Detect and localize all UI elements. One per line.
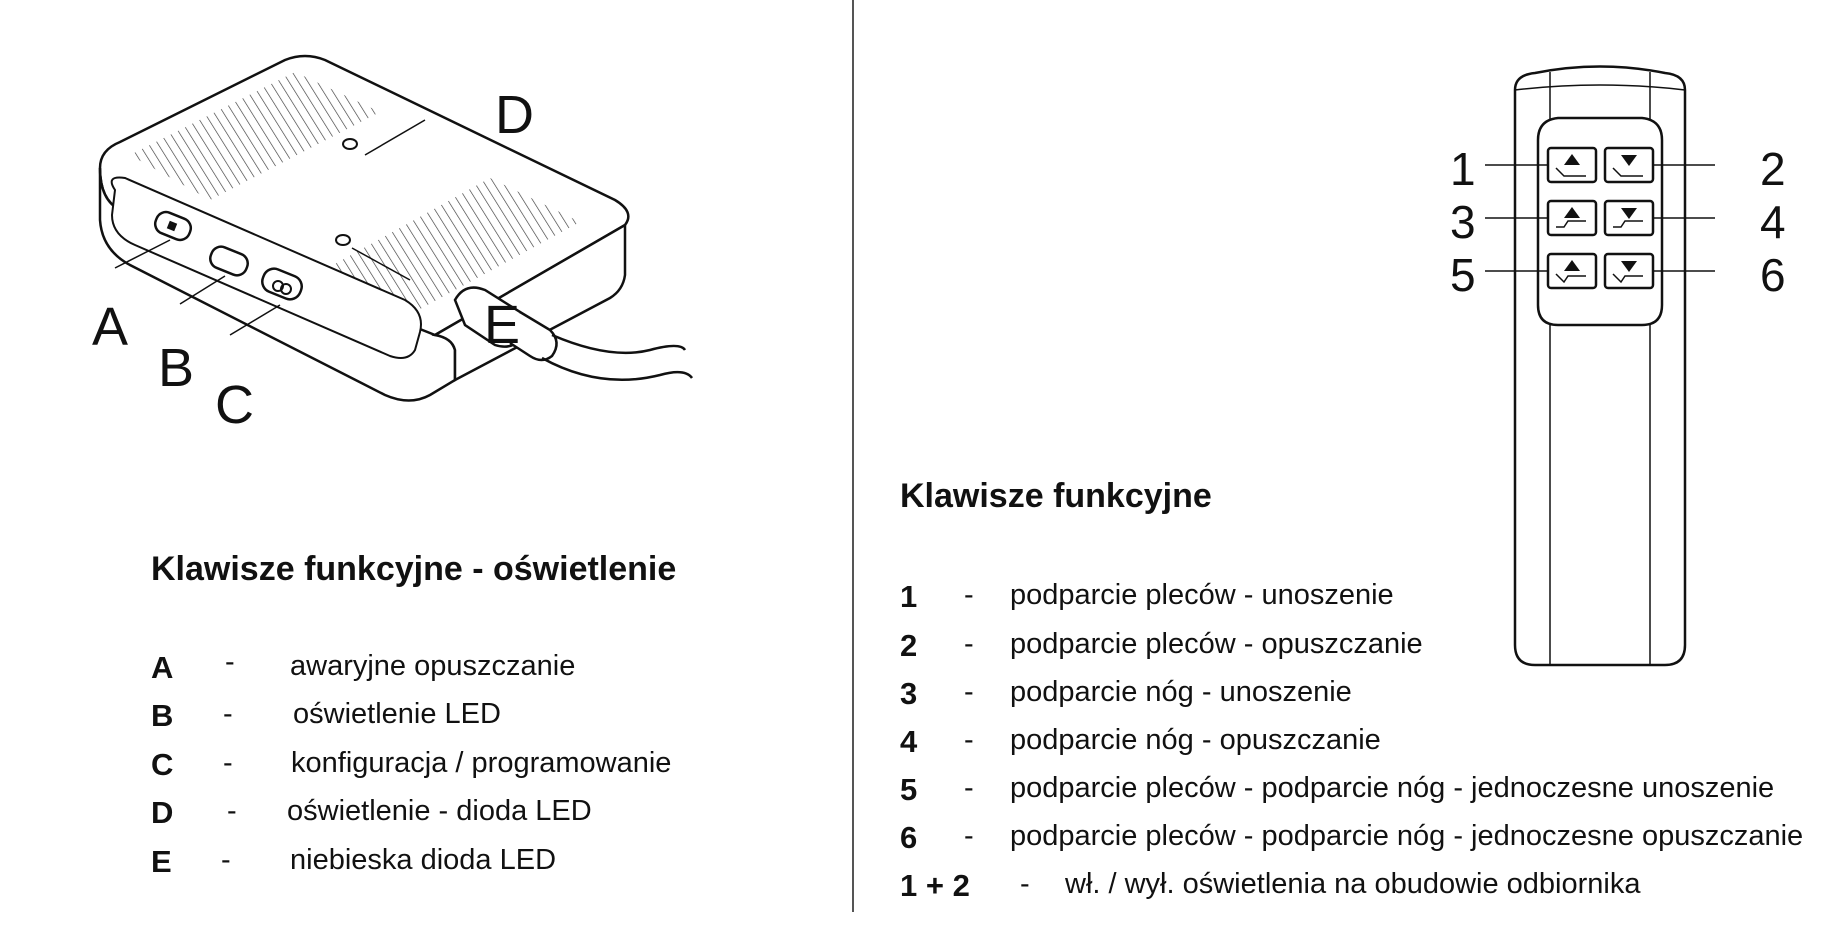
function-desc: podparcie pleców - opuszczanie: [1010, 628, 1423, 660]
function-key: 5: [900, 772, 918, 807]
callout-a-label: A: [92, 297, 129, 357]
right-heading: Klawisze funkcyjne: [900, 477, 1212, 515]
callout-b-label: B: [158, 338, 195, 398]
function-dash: -: [964, 724, 974, 756]
function-desc: podparcie nóg - unoszenie: [1010, 676, 1352, 708]
remote-label-1: 1: [1450, 143, 1476, 195]
legend-dash: -: [223, 747, 233, 779]
function-key: 3: [900, 676, 918, 711]
function-dash: -: [964, 579, 974, 611]
callout-d-label: D: [495, 85, 534, 145]
legend-key: A: [151, 650, 174, 685]
remote-label-2: 2: [1760, 143, 1786, 195]
function-dash: -: [964, 772, 974, 804]
function-dash: -: [964, 628, 974, 660]
legend-dash: -: [225, 646, 235, 678]
function-desc: podparcie pleców - podparcie nóg - jednoczesne opuszczanie: [1010, 820, 1804, 852]
function-key: 6: [900, 820, 918, 855]
remote-label-3: 3: [1450, 196, 1476, 248]
legend-key: B: [151, 698, 174, 733]
legend-desc: konfiguracja / programowanie: [291, 747, 672, 779]
remote-control-illustration: [1440, 60, 1760, 680]
function-key: 1: [900, 579, 918, 614]
function-key: 4: [900, 724, 918, 759]
legend-dash: -: [223, 698, 233, 730]
legend-desc: oświetlenie - dioda LED: [287, 795, 592, 827]
function-desc: podparcie pleców - podparcie nóg - jednoczesne unoszenie: [1010, 772, 1775, 804]
function-key: 1 + 2: [900, 868, 970, 903]
function-desc: wł. / wył. oświetlenia na obudowie odbiornika: [1065, 868, 1641, 900]
legend-key: C: [151, 747, 174, 782]
function-dash: -: [1020, 868, 1030, 900]
function-desc: podparcie nóg - opuszczanie: [1010, 724, 1381, 756]
callout-e-label: E: [484, 295, 521, 355]
legend-dash: -: [227, 795, 237, 827]
legend-desc: niebieska dioda LED: [290, 844, 557, 876]
left-heading: Klawisze funkcyjne - oświetlenie: [151, 550, 677, 588]
column-divider: [852, 0, 854, 912]
remote-label-5: 5: [1450, 249, 1476, 301]
legend-key: D: [151, 795, 174, 830]
function-desc: podparcie pleców - unoszenie: [1010, 579, 1394, 611]
legend-desc: awaryjne opuszczanie: [290, 650, 576, 682]
legend-desc: oświetlenie LED: [293, 698, 501, 730]
remote-label-4: 4: [1760, 196, 1786, 248]
legend-dash: -: [221, 844, 231, 876]
legend-key: E: [151, 844, 172, 879]
remote-label-6: 6: [1760, 249, 1786, 301]
function-key: 2: [900, 628, 918, 663]
function-dash: -: [964, 676, 974, 708]
callout-c-label: C: [215, 375, 254, 435]
function-dash: -: [964, 820, 974, 852]
